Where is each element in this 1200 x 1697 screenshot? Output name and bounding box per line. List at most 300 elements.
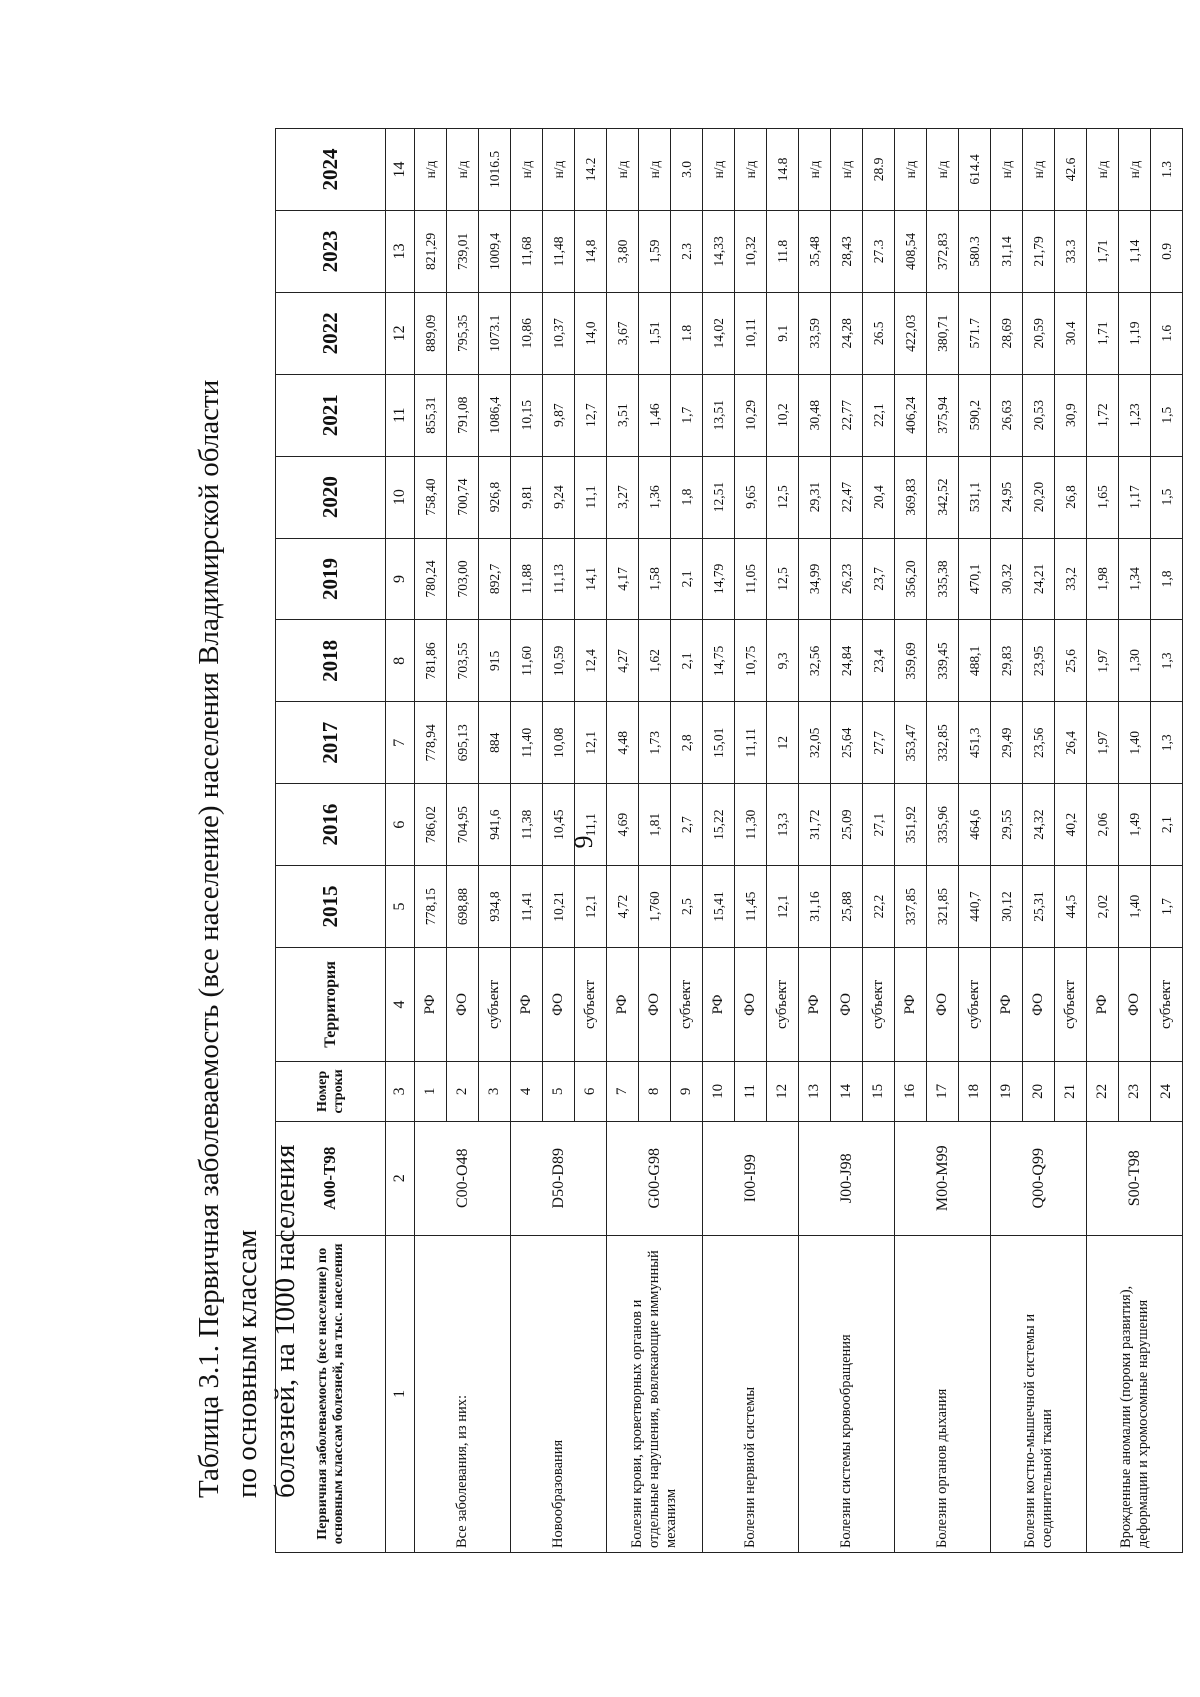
- value-cell: 1,73: [639, 702, 671, 784]
- row-number: 24: [1151, 1061, 1183, 1121]
- header-territory: Территория: [276, 947, 386, 1061]
- value-cell: 1,3: [1151, 620, 1183, 702]
- value-cell: 1,71: [1087, 292, 1119, 374]
- value-cell: 2,02: [1087, 866, 1119, 948]
- row-number: 11: [735, 1061, 767, 1121]
- value-cell: 13,3: [767, 784, 799, 866]
- value-cell: 22,77: [831, 374, 863, 456]
- value-cell: 12,51: [703, 456, 735, 538]
- value-cell: 1,62: [639, 620, 671, 702]
- value-cell: 11,1: [575, 784, 607, 866]
- value-cell: 1,14: [1119, 210, 1151, 292]
- value-cell: 332,85: [927, 702, 959, 784]
- disease-class-name: Все заболевания, из них:: [415, 1235, 511, 1552]
- value-cell: 915: [479, 620, 511, 702]
- value-cell: 30.4: [1055, 292, 1087, 374]
- value-cell: 422,03: [895, 292, 927, 374]
- value-cell: 12,1: [575, 866, 607, 948]
- territory: субъект: [863, 947, 895, 1061]
- value-cell: 23,7: [863, 538, 895, 620]
- header-year: 2023: [276, 210, 386, 292]
- header-year: 2015: [276, 866, 386, 948]
- row-number: 20: [1023, 1061, 1055, 1121]
- value-cell: 25,6: [1055, 620, 1087, 702]
- value-cell: 1,36: [639, 456, 671, 538]
- value-cell: 10,37: [543, 292, 575, 374]
- value-cell: 1.3: [1151, 129, 1183, 211]
- row-number: 1: [415, 1061, 447, 1121]
- value-cell: 29,31: [799, 456, 831, 538]
- value-cell: 27,7: [863, 702, 895, 784]
- value-cell: н/д: [1119, 129, 1151, 211]
- value-cell: 3.0: [671, 129, 703, 211]
- value-cell: 26.5: [863, 292, 895, 374]
- value-cell: 1086,4: [479, 374, 511, 456]
- value-cell: 590,2: [959, 374, 991, 456]
- value-cell: 440,7: [959, 866, 991, 948]
- value-cell: 29,49: [991, 702, 1023, 784]
- value-cell: 0.9: [1151, 210, 1183, 292]
- value-cell: 451,3: [959, 702, 991, 784]
- territory: субъект: [1151, 947, 1183, 1061]
- value-cell: 9,87: [543, 374, 575, 456]
- value-cell: 739,01: [447, 210, 479, 292]
- value-cell: н/д: [831, 129, 863, 211]
- value-cell: 1016.5: [479, 129, 511, 211]
- territory: РФ: [511, 947, 543, 1061]
- value-cell: 1,19: [1119, 292, 1151, 374]
- territory: ФО: [1119, 947, 1151, 1061]
- value-cell: 11,38: [511, 784, 543, 866]
- table-row: [991, 129, 1023, 1553]
- value-cell: 934,8: [479, 866, 511, 948]
- value-cell: н/д: [543, 129, 575, 211]
- value-cell: н/д: [607, 129, 639, 211]
- value-cell: 27,1: [863, 784, 895, 866]
- value-cell: 356,20: [895, 538, 927, 620]
- value-cell: 30,48: [799, 374, 831, 456]
- value-cell: 12,4: [575, 620, 607, 702]
- value-cell: 1,40: [1119, 702, 1151, 784]
- table-row: [415, 129, 447, 1553]
- value-cell: 335,38: [927, 538, 959, 620]
- header-year: 2017: [276, 702, 386, 784]
- column-index: 9: [386, 538, 415, 620]
- value-cell: 14,1: [575, 538, 607, 620]
- value-cell: 10,29: [735, 374, 767, 456]
- value-cell: 704,95: [447, 784, 479, 866]
- value-cell: 786,02: [415, 784, 447, 866]
- value-cell: н/д: [415, 129, 447, 211]
- value-cell: н/д: [895, 129, 927, 211]
- value-cell: 25,09: [831, 784, 863, 866]
- value-cell: 42.6: [1055, 129, 1087, 211]
- column-index: 2: [386, 1121, 415, 1235]
- value-cell: 24,28: [831, 292, 863, 374]
- row-number: 15: [863, 1061, 895, 1121]
- value-cell: 1,46: [639, 374, 671, 456]
- value-cell: 359,69: [895, 620, 927, 702]
- value-cell: 703,55: [447, 620, 479, 702]
- value-cell: 1,3: [1151, 702, 1183, 784]
- value-cell: 2.3: [671, 210, 703, 292]
- row-number: 2: [447, 1061, 479, 1121]
- value-cell: 351,92: [895, 784, 927, 866]
- value-cell: н/д: [1023, 129, 1055, 211]
- value-cell: 1,5: [1151, 374, 1183, 456]
- value-cell: 11,45: [735, 866, 767, 948]
- value-cell: 11,68: [511, 210, 543, 292]
- value-cell: 1,5: [1151, 456, 1183, 538]
- disease-class-name: Врожденные аномалии (пороки развития), деформации и хромосомные нарушения: [1087, 1235, 1183, 1552]
- value-cell: 10,59: [543, 620, 575, 702]
- value-cell: 11,11: [735, 702, 767, 784]
- territory: РФ: [607, 947, 639, 1061]
- value-cell: 4,69: [607, 784, 639, 866]
- value-cell: 25,31: [1023, 866, 1055, 948]
- value-cell: 1,23: [1119, 374, 1151, 456]
- value-cell: 11.8: [767, 210, 799, 292]
- value-cell: 571.7: [959, 292, 991, 374]
- header-year: 2018: [276, 620, 386, 702]
- value-cell: 1,65: [1087, 456, 1119, 538]
- value-cell: 23,56: [1023, 702, 1055, 784]
- value-cell: 12,1: [767, 866, 799, 948]
- value-cell: 335,96: [927, 784, 959, 866]
- column-index: 14: [386, 129, 415, 211]
- territory: субъект: [479, 947, 511, 1061]
- value-cell: 369,83: [895, 456, 927, 538]
- value-cell: 700,74: [447, 456, 479, 538]
- value-cell: 10,32: [735, 210, 767, 292]
- value-cell: 11,41: [511, 866, 543, 948]
- value-cell: 3,51: [607, 374, 639, 456]
- icd-code: G00-G98: [607, 1121, 703, 1235]
- value-cell: 884: [479, 702, 511, 784]
- header-year: 2022: [276, 292, 386, 374]
- header-disease-class: Первичная заболеваемость (все население) по основным классам болезней, на тыс. населения: [276, 1235, 386, 1552]
- row-number: 5: [543, 1061, 575, 1121]
- value-cell: 22,2: [863, 866, 895, 948]
- value-cell: 342,52: [927, 456, 959, 538]
- column-index: 1: [386, 1235, 415, 1552]
- value-cell: 1,97: [1087, 702, 1119, 784]
- icd-code: I00-I99: [703, 1121, 799, 1235]
- row-number: 21: [1055, 1061, 1087, 1121]
- value-cell: 337,85: [895, 866, 927, 948]
- value-cell: 1,58: [639, 538, 671, 620]
- row-number: 10: [703, 1061, 735, 1121]
- column-index: 6: [386, 784, 415, 866]
- column-index-row: [386, 129, 415, 1553]
- value-cell: 14,33: [703, 210, 735, 292]
- row-number: 3: [479, 1061, 511, 1121]
- icd-code: Q00-Q99: [991, 1121, 1087, 1235]
- value-cell: н/д: [735, 129, 767, 211]
- value-cell: 14.2: [575, 129, 607, 211]
- territory: ФО: [927, 947, 959, 1061]
- column-index: 10: [386, 456, 415, 538]
- value-cell: 24,95: [991, 456, 1023, 538]
- value-cell: 926,8: [479, 456, 511, 538]
- header-code: A00-T98: [276, 1121, 386, 1235]
- value-cell: 31,72: [799, 784, 831, 866]
- table-row: [703, 129, 735, 1553]
- value-cell: 20,53: [1023, 374, 1055, 456]
- value-cell: 2,5: [671, 866, 703, 948]
- value-cell: 28,69: [991, 292, 1023, 374]
- value-cell: 2,06: [1087, 784, 1119, 866]
- value-cell: 4,27: [607, 620, 639, 702]
- value-cell: 821,29: [415, 210, 447, 292]
- value-cell: 9.1: [767, 292, 799, 374]
- value-cell: 33,2: [1055, 538, 1087, 620]
- value-cell: н/д: [927, 129, 959, 211]
- column-index: 8: [386, 620, 415, 702]
- table-body: [415, 129, 1183, 1553]
- value-cell: н/д: [639, 129, 671, 211]
- value-cell: 339,45: [927, 620, 959, 702]
- value-cell: 10,11: [735, 292, 767, 374]
- value-cell: н/д: [799, 129, 831, 211]
- disease-class-name: Болезни системы кровообращения: [799, 1235, 895, 1552]
- value-cell: 24,32: [1023, 784, 1055, 866]
- header-year: 2019: [276, 538, 386, 620]
- value-cell: 380,71: [927, 292, 959, 374]
- territory: субъект: [671, 947, 703, 1061]
- disease-class-name: Болезни органов дыхания: [895, 1235, 991, 1552]
- column-index: 5: [386, 866, 415, 948]
- value-cell: 12,1: [575, 702, 607, 784]
- value-cell: 31,14: [991, 210, 1023, 292]
- value-cell: 11,40: [511, 702, 543, 784]
- row-number: 19: [991, 1061, 1023, 1121]
- value-cell: 32,56: [799, 620, 831, 702]
- row-number: 17: [927, 1061, 959, 1121]
- disease-class-name: Болезни костно-мышечной системы и соединительной ткани: [991, 1235, 1087, 1552]
- value-cell: 13,51: [703, 374, 735, 456]
- value-cell: 4,17: [607, 538, 639, 620]
- value-cell: 855,31: [415, 374, 447, 456]
- value-cell: 4,48: [607, 702, 639, 784]
- value-cell: 1,49: [1119, 784, 1151, 866]
- value-cell: 30,32: [991, 538, 1023, 620]
- row-number: 13: [799, 1061, 831, 1121]
- territory: РФ: [1087, 947, 1119, 1061]
- value-cell: 1009,4: [479, 210, 511, 292]
- value-cell: 4,72: [607, 866, 639, 948]
- value-cell: 1,51: [639, 292, 671, 374]
- value-cell: 21,79: [1023, 210, 1055, 292]
- value-cell: 781,86: [415, 620, 447, 702]
- value-cell: 12: [767, 702, 799, 784]
- icd-code: D50-D89: [511, 1121, 607, 1235]
- page-number: 9: [569, 835, 598, 849]
- table-row: [607, 129, 639, 1553]
- value-cell: 12,5: [767, 456, 799, 538]
- value-cell: 488,1: [959, 620, 991, 702]
- disease-class-name: Новообразования: [511, 1235, 607, 1552]
- value-cell: 15,41: [703, 866, 735, 948]
- value-cell: 26,63: [991, 374, 1023, 456]
- territory: ФО: [447, 947, 479, 1061]
- value-cell: 778,94: [415, 702, 447, 784]
- value-cell: 24,21: [1023, 538, 1055, 620]
- value-cell: 10,45: [543, 784, 575, 866]
- header-year: 2020: [276, 456, 386, 538]
- value-cell: 11,60: [511, 620, 543, 702]
- value-cell: 1,81: [639, 784, 671, 866]
- value-cell: 33.3: [1055, 210, 1087, 292]
- territory: ФО: [735, 947, 767, 1061]
- value-cell: 11,05: [735, 538, 767, 620]
- value-cell: 44,5: [1055, 866, 1087, 948]
- value-cell: 408,54: [895, 210, 927, 292]
- value-cell: 30,9: [1055, 374, 1087, 456]
- value-cell: 31,16: [799, 866, 831, 948]
- value-cell: 9,24: [543, 456, 575, 538]
- value-cell: 698,88: [447, 866, 479, 948]
- value-cell: 2,1: [1151, 784, 1183, 866]
- value-cell: 375,94: [927, 374, 959, 456]
- icd-code: M00-M99: [895, 1121, 991, 1235]
- header-row: [276, 129, 386, 1553]
- morbidity-table: [275, 128, 1183, 1553]
- value-cell: 32,05: [799, 702, 831, 784]
- value-cell: 23,4: [863, 620, 895, 702]
- table-row: [799, 129, 831, 1553]
- icd-code: J00-J98: [799, 1121, 895, 1235]
- value-cell: 778,15: [415, 866, 447, 948]
- value-cell: 9,65: [735, 456, 767, 538]
- table-title-line-2: болезней, на 1000 населения: [269, 1144, 301, 1498]
- value-cell: 20,20: [1023, 456, 1055, 538]
- value-cell: 3,80: [607, 210, 639, 292]
- header-row-number: Номер строки: [276, 1061, 386, 1121]
- value-cell: 10,15: [511, 374, 543, 456]
- territory: субъект: [575, 947, 607, 1061]
- territory: ФО: [543, 947, 575, 1061]
- value-cell: 2,1: [671, 538, 703, 620]
- value-cell: 780,24: [415, 538, 447, 620]
- rotated-page-content: [180, 128, 1180, 1648]
- value-cell: н/д: [511, 129, 543, 211]
- value-cell: 24,84: [831, 620, 863, 702]
- value-cell: 9,3: [767, 620, 799, 702]
- value-cell: 1,71: [1087, 210, 1119, 292]
- row-number: 8: [639, 1061, 671, 1121]
- value-cell: 14,75: [703, 620, 735, 702]
- territory: РФ: [703, 947, 735, 1061]
- value-cell: 30,12: [991, 866, 1023, 948]
- territory: субъект: [1055, 947, 1087, 1061]
- value-cell: н/д: [447, 129, 479, 211]
- value-cell: 531,1: [959, 456, 991, 538]
- value-cell: 29,83: [991, 620, 1023, 702]
- value-cell: 14.8: [767, 129, 799, 211]
- value-cell: 10,08: [543, 702, 575, 784]
- value-cell: 1,7: [671, 374, 703, 456]
- value-cell: 703,00: [447, 538, 479, 620]
- value-cell: н/д: [991, 129, 1023, 211]
- value-cell: 1,7: [1151, 866, 1183, 948]
- value-cell: 3,67: [607, 292, 639, 374]
- value-cell: 11,13: [543, 538, 575, 620]
- value-cell: 470,1: [959, 538, 991, 620]
- value-cell: 22,47: [831, 456, 863, 538]
- icd-code: S00-T98: [1087, 1121, 1183, 1235]
- value-cell: 941,6: [479, 784, 511, 866]
- value-cell: 29,55: [991, 784, 1023, 866]
- value-cell: 23,95: [1023, 620, 1055, 702]
- row-number: 7: [607, 1061, 639, 1121]
- column-index: 13: [386, 210, 415, 292]
- value-cell: 372,83: [927, 210, 959, 292]
- value-cell: 321,85: [927, 866, 959, 948]
- icd-code: C00-O48: [415, 1121, 511, 1235]
- table-title-line-1: Таблица 3.1. Первичная заболеваемость (все население) населения Владимирской области по основным классам: [193, 379, 263, 1498]
- value-cell: 26,4: [1055, 702, 1087, 784]
- value-cell: 1,34: [1119, 538, 1151, 620]
- value-cell: 1,97: [1087, 620, 1119, 702]
- value-cell: 14,02: [703, 292, 735, 374]
- value-cell: 11,1: [575, 456, 607, 538]
- value-cell: 1,59: [639, 210, 671, 292]
- value-cell: 27.3: [863, 210, 895, 292]
- territory: РФ: [895, 947, 927, 1061]
- value-cell: 20,4: [863, 456, 895, 538]
- value-cell: 10,2: [767, 374, 799, 456]
- value-cell: 1073.1: [479, 292, 511, 374]
- value-cell: 9,81: [511, 456, 543, 538]
- value-cell: 14,8: [575, 210, 607, 292]
- column-index: 3: [386, 1061, 415, 1121]
- value-cell: 34,99: [799, 538, 831, 620]
- header-year: 2024: [276, 129, 386, 211]
- row-number: 6: [575, 1061, 607, 1121]
- value-cell: 695,13: [447, 702, 479, 784]
- row-number: 9: [671, 1061, 703, 1121]
- territory: ФО: [639, 947, 671, 1061]
- value-cell: 12,5: [767, 538, 799, 620]
- territory: субъект: [767, 947, 799, 1061]
- territory: РФ: [799, 947, 831, 1061]
- column-index: 7: [386, 702, 415, 784]
- value-cell: 15,22: [703, 784, 735, 866]
- value-cell: 26,23: [831, 538, 863, 620]
- row-number: 14: [831, 1061, 863, 1121]
- value-cell: 406,24: [895, 374, 927, 456]
- value-cell: 353,47: [895, 702, 927, 784]
- value-cell: 580.3: [959, 210, 991, 292]
- value-cell: 11,48: [543, 210, 575, 292]
- value-cell: 22,1: [863, 374, 895, 456]
- value-cell: 892,7: [479, 538, 511, 620]
- value-cell: 1,72: [1087, 374, 1119, 456]
- value-cell: 1,760: [639, 866, 671, 948]
- value-cell: 12,7: [575, 374, 607, 456]
- value-cell: 15,01: [703, 702, 735, 784]
- value-cell: 889,09: [415, 292, 447, 374]
- value-cell: 791,08: [447, 374, 479, 456]
- territory: ФО: [831, 947, 863, 1061]
- value-cell: 1,98: [1087, 538, 1119, 620]
- row-number: 23: [1119, 1061, 1151, 1121]
- value-cell: 26,8: [1055, 456, 1087, 538]
- value-cell: 464,6: [959, 784, 991, 866]
- value-cell: 40,2: [1055, 784, 1087, 866]
- value-cell: 14,79: [703, 538, 735, 620]
